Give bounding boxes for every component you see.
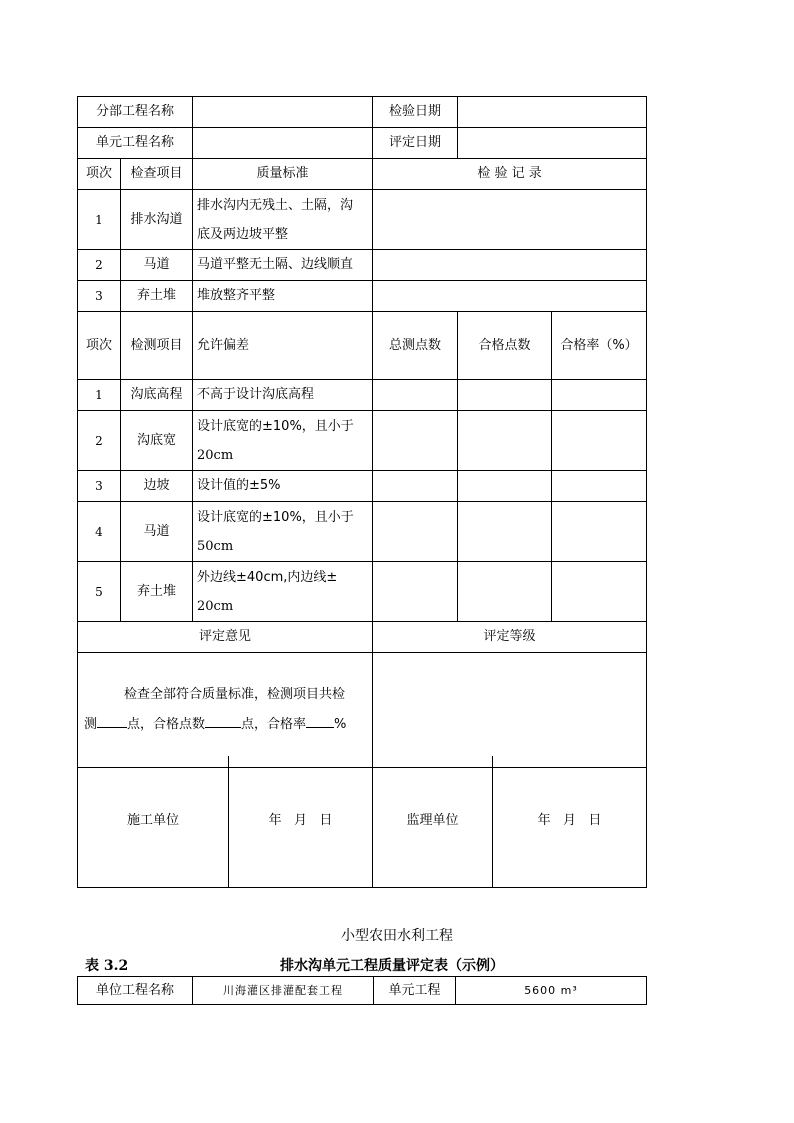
supervision-unit-label: 监理单位 — [373, 756, 493, 887]
measure-row-tolerance-line2: 20cm — [197, 447, 234, 463]
pass-points-blank[interactable] — [205, 713, 241, 728]
check-col-item: 检查项目 — [121, 159, 193, 190]
check-col-index: 项次 — [78, 159, 121, 190]
construction-unit-label: 施工单位 — [78, 756, 229, 887]
check-row-record[interactable] — [373, 250, 647, 281]
measure-row-index: 1 — [78, 380, 121, 411]
measure-row-tolerance-line1: 设计底宽的±10%，且小于 — [197, 509, 354, 525]
check-row-index: 3 — [78, 281, 121, 312]
check-col-record: 检 验 记 录 — [373, 159, 647, 190]
check-row-record[interactable] — [373, 281, 647, 312]
measure-row-total[interactable] — [373, 380, 458, 411]
table-number: 表 3.2 — [85, 958, 129, 974]
check-row-item: 弃土堆 — [121, 281, 193, 312]
measure-row-pass[interactable] — [458, 471, 552, 502]
measure-row-rate[interactable] — [552, 562, 647, 622]
unit-project-field[interactable] — [193, 128, 373, 159]
measure-row-total[interactable] — [373, 411, 458, 471]
total-points-blank[interactable] — [97, 713, 127, 728]
measure-row-tolerance-line1: 外边线±40cm,内边线± — [197, 569, 338, 585]
check-row-record[interactable] — [373, 190, 647, 250]
section-caption: 小型农田水利工程 — [341, 928, 453, 944]
measure-col-tolerance: 允许偏差 — [193, 312, 373, 380]
unit-project-label: 单元工程名称 — [78, 128, 193, 159]
measure-row-item: 马道 — [121, 502, 193, 562]
inspect-date-field[interactable] — [458, 97, 647, 128]
sub-project-label: 分部工程名称 — [78, 97, 193, 128]
measure-row-tolerance-line2: 50cm — [197, 538, 234, 554]
measure-row-index: 5 — [78, 562, 121, 622]
measure-row-item: 弃土堆 — [121, 562, 193, 622]
assess-date-label: 评定日期 — [373, 128, 458, 159]
measure-row-tolerance-line2: 20cm — [197, 598, 234, 614]
check-row-standard: 马道平整无土隔、边线顺直 — [193, 250, 373, 281]
check-row-item: 马道 — [121, 250, 193, 281]
unit-project-name-value[interactable]: 川海灌区排灌配套工程 — [193, 977, 374, 1005]
supervision-date[interactable]: 年 月 日 — [493, 756, 647, 887]
check-row-standard-line1: 排水沟内无残土、土隔，沟 — [197, 197, 354, 213]
measure-row-item: 沟底高程 — [121, 380, 193, 411]
check-row-index: 1 — [78, 190, 121, 250]
grade-field[interactable] — [373, 653, 647, 768]
measure-row-index: 4 — [78, 502, 121, 562]
grade-label: 评定等级 — [373, 622, 647, 653]
signature-table — [77, 756, 647, 888]
table-title: 排水沟单元工程质量评定表（示例） — [280, 958, 504, 974]
opinion-line2 — [84, 710, 368, 740]
inspect-date-label: 检验日期 — [373, 97, 458, 128]
check-row-standard-line2: 底及两边坡平整 — [197, 226, 289, 242]
opinion-text-c: 点，合格率 — [241, 717, 307, 732]
measure-row-item: 边坡 — [121, 471, 193, 502]
check-row-standard: 堆放整齐平整 — [193, 281, 373, 312]
unit-value[interactable]: 5600 m³ — [456, 977, 647, 1005]
measure-row-pass[interactable] — [458, 411, 552, 471]
check-col-standard: 质量标准 — [193, 159, 373, 190]
measure-row-tolerance — [193, 411, 373, 471]
measure-row-total[interactable] — [373, 502, 458, 562]
quality-assessment-table — [77, 96, 647, 768]
measure-row-item: 沟底宽 — [121, 411, 193, 471]
measure-col-rate: 合格率（%） — [552, 312, 647, 380]
opinion-text-b: 点，合格点数 — [127, 717, 206, 732]
check-row-index: 2 — [78, 250, 121, 281]
check-row-standard — [193, 190, 373, 250]
measure-row-tolerance: 不高于设计沟底高程 — [193, 380, 373, 411]
check-row-item: 排水沟道 — [121, 190, 193, 250]
measure-row-total[interactable] — [373, 471, 458, 502]
measure-row-rate[interactable] — [552, 411, 647, 471]
measure-col-pass: 合格点数 — [458, 312, 552, 380]
measure-row-tolerance: 设计值的±5% — [193, 471, 373, 502]
opinion-content — [78, 653, 373, 768]
measure-col-total: 总测点数 — [373, 312, 458, 380]
assess-date-field[interactable] — [458, 128, 647, 159]
measure-row-rate[interactable] — [552, 471, 647, 502]
opinion-label: 评定意见 — [78, 622, 373, 653]
measure-row-tolerance — [193, 562, 373, 622]
sub-project-field[interactable] — [193, 97, 373, 128]
measure-row-pass[interactable] — [458, 562, 552, 622]
unit-project-name-label: 单位工程名称 — [78, 977, 193, 1005]
measure-row-rate[interactable] — [552, 502, 647, 562]
construction-date[interactable]: 年 月 日 — [229, 756, 373, 887]
measure-row-rate[interactable] — [552, 380, 647, 411]
measure-row-index: 2 — [78, 411, 121, 471]
opinion-text-d: % — [334, 717, 347, 732]
opinion-line1: 检查全部符合质量标准，检测项目共检 — [124, 687, 346, 702]
measure-col-item: 检测项目 — [121, 312, 193, 380]
measure-row-index: 3 — [78, 471, 121, 502]
pass-rate-blank[interactable] — [306, 713, 334, 728]
measure-row-tolerance — [193, 502, 373, 562]
measure-row-tolerance-line1: 设计底宽的±10%，且小于 — [197, 418, 354, 434]
unit-label: 单元工程 — [374, 977, 456, 1005]
example-table — [77, 976, 647, 1005]
opinion-text-a: 测 — [84, 717, 98, 732]
measure-row-total[interactable] — [373, 562, 458, 622]
measure-row-pass[interactable] — [458, 502, 552, 562]
measure-col-index: 项次 — [78, 312, 121, 380]
measure-row-pass[interactable] — [458, 380, 552, 411]
